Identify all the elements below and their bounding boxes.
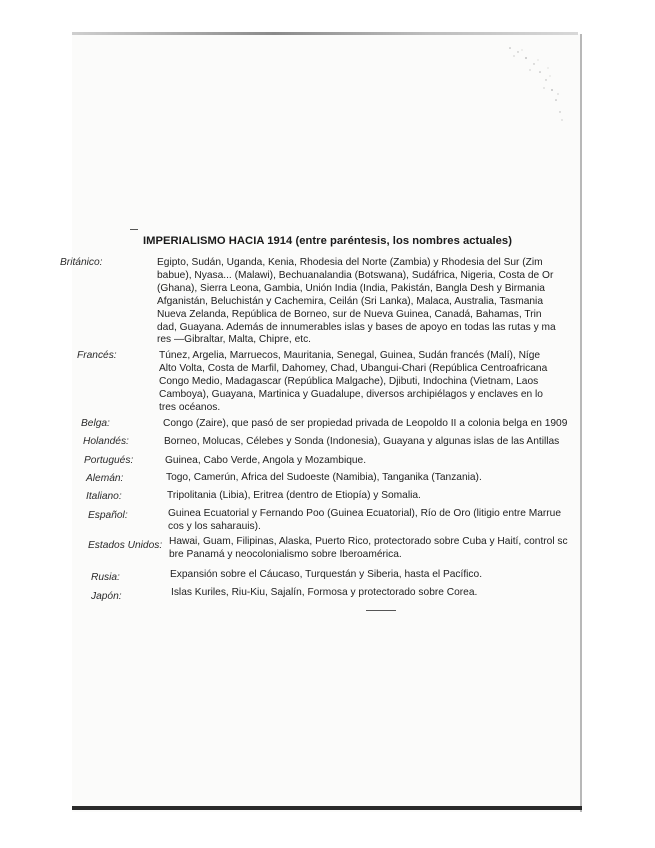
entry-text [168, 508, 578, 534]
page-right-edge [580, 34, 582, 812]
entry-text [163, 418, 578, 431]
entry-label: Alemán: [86, 473, 124, 484]
entry-text-line: Túnez, Argelia, Marruecos, Mauritania, Senegal, Guinea, Sudán francés (Malí), Níge [159, 350, 541, 361]
entry-text-line: Tripolitania (Libia), Eritrea (dentro de Etiopía) y Somalia. [167, 490, 421, 501]
entry-text-line: Guinea, Cabo Verde, Angola y Mozambique. [165, 455, 367, 466]
entry-text [164, 436, 578, 449]
entry-label: Holandés: [83, 436, 129, 447]
entry-text-line: res —Gibraltar, Malta, Chipre, etc. [157, 334, 311, 346]
entry-text-line: dad, Guayana. Además de innumerables islas y bases de apoyo en todas las rutas y ma [157, 321, 556, 333]
entry-text-line: Afganistán, Beluchistán y Cachemira, Ceilán (Sri Lanka), Malaca, Australia, Tasmania [157, 295, 543, 307]
entry-text-line: Hawai, Guam, Filipinas, Alaska, Puerto Rico, protectorado sobre Cuba y Haití, control sc [169, 536, 568, 547]
entry-text [157, 257, 578, 347]
entry-label: Rusia: [91, 572, 120, 583]
title-rule [130, 229, 138, 230]
entry-text [169, 536, 578, 562]
entry-text [165, 455, 578, 468]
entry-text-line: cos y los saharauis). [168, 520, 261, 532]
entry-text [170, 569, 578, 582]
entry-text-line: Borneo, Molucas, Célebes y Sonda (Indonesia), Guayana y algunas islas de las Antillas [164, 436, 560, 447]
entry-text-line: Islas Kuriles, Riu-Kiu, Sajalín, Formosa y protectorado sobre Corea. [171, 587, 478, 598]
scan-noise-mark [500, 40, 570, 130]
entry-text-line: Congo (Zaire), que pasó de ser propiedad privada de Leopoldo II a colonia belga en 1909 [163, 418, 568, 429]
entry-text-line: babue), Nyasa... (Malawi), Bechuanalandia (Botswana), Sudáfrica, Nigeria, Costa de Or [157, 269, 554, 281]
entry-text-line: Camboya), Guayana, Martinica y Guadalupe, diversos archipiélagos y enclaves en lo [159, 388, 543, 400]
entry-label: Portugués: [84, 455, 134, 466]
entry-text [166, 472, 578, 485]
entry-label: Japón: [91, 591, 122, 602]
entry-label: Francés: [77, 350, 117, 361]
entry-text-line: Guinea Ecuatorial y Fernando Poo (Guinea Ecuatorial), Río de Oro (litigio entre Marrue [168, 508, 561, 519]
entry-text-line: bre Panamá y neocolonialismo sobre Iberoamérica. [169, 548, 402, 560]
entry-text-line: Alto Volta, Costa de Marfil, Dahomey, Chad, Ubangui-Chari (República Centroafricana [159, 362, 548, 374]
entry-text [167, 490, 578, 503]
document-title: IMPERIALISMO HACIA 1914 (entre paréntesis, los nombres actuales) [143, 235, 512, 247]
entry-label: Estados Unidos: [88, 540, 163, 551]
entry-text-line: Togo, Camerún, África del Sudoeste (Namibia), Tanganika (Tanzania). [166, 472, 482, 483]
entry-text-line: Congo Medio, Madagascar (República Malgache), Djibuti, Indochina (Vietnam, Laos [159, 375, 539, 387]
end-mark [366, 610, 396, 611]
page-bottom-edge [72, 806, 582, 810]
entry-text-line: Nueva Zelanda, República de Borneo, sur de Nueva Guinea, Canadá, Bahamas, Trin [157, 308, 542, 320]
entry-label: Belga: [81, 418, 110, 429]
entry-text [171, 587, 578, 600]
page-top-edge [72, 32, 578, 35]
entry-text-line: Egipto, Sudán, Uganda, Kenia, Rhodesia del Norte (Zambia) y Rhodesia del Sur (Zim [157, 257, 543, 268]
entry-text [159, 350, 578, 415]
entry-text-line: (Ghana), Sierra Leona, Gambia, Unión India (India, Pakistán, Bangla Desh y Birmania [157, 282, 545, 294]
entry-label: Español: [88, 510, 128, 521]
entry-text-line: Expansión sobre el Cáucaso, Turquestán y Siberia, hasta el Pacífico. [170, 569, 483, 580]
entry-label: Italiano: [86, 491, 122, 502]
entry-text-line: tres océanos. [159, 401, 221, 413]
entry-label: Británico: [60, 257, 103, 268]
